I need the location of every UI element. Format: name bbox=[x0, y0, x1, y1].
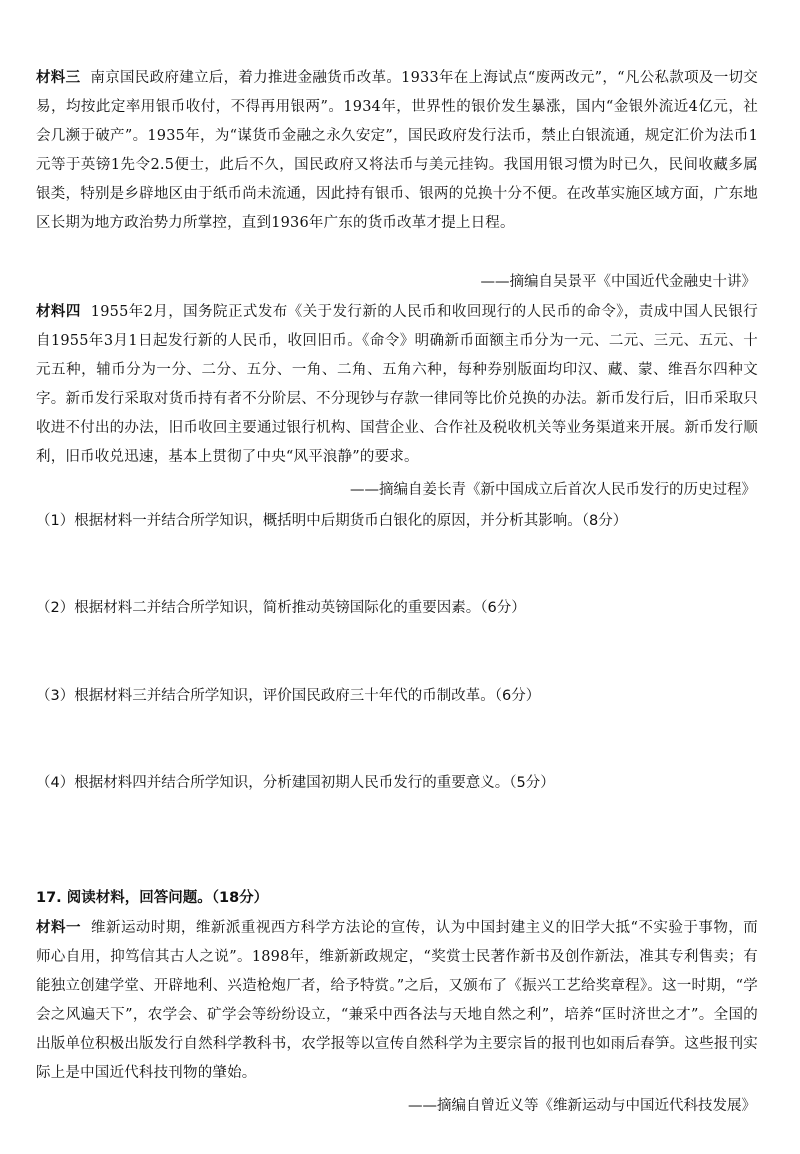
q17-material-1-paragraph bbox=[36, 914, 758, 1088]
question-2: （2）根据材料二并结合所学知识，简析推动英镑国际化的重要因素。（6分） bbox=[36, 600, 526, 616]
question-17-heading: 17. 阅读材料，回答问题。（18分） bbox=[36, 890, 269, 906]
material-3-paragraph bbox=[36, 64, 758, 238]
question-4: （4）根据材料四并结合所学知识，分析建国初期人民币发行的重要意义。（5分） bbox=[36, 775, 555, 791]
material-4-paragraph bbox=[36, 298, 758, 472]
question-1: （1）根据材料一并结合所学知识，概括明中后期货币白银化的原因，并分析其影响。（8分） bbox=[36, 513, 628, 529]
material-4-source: ——摘编自姜长青《新中国成立后首次人民币发行的历史过程》 bbox=[350, 482, 756, 498]
material-3-text: 南京国民政府建立后，着力推进金融货币改革。1933年在上海试点“废两改元”，“凡公私款项及一切交易，均按此定率用银币收付，不得再用银两”。1934年，世界性的银价发生暴涨，国内“金银外流近4亿元，社会几濒于破产”。1935年，为“谋货币金融之永久安定”，国民政府发行法币，禁止白银流通，规定汇价为法币1元等于英镑1先令2.5便士，此后不久，国民政府又将法币与美元挂钩。我国用银习惯为时已久，民间收藏多属银类，特别是乡辟地区由于纸币尚未流通，因此持有银币、银两的兑换十分不便。在改革实施区域方面，广东地区长期为地方政治势力所掌控，直到1936年广东的货币改革才提上日程。 bbox=[36, 70, 758, 231]
question-3: （3）根据材料三并结合所学知识，评价国民政府三十年代的币制改革。（6分） bbox=[36, 688, 541, 704]
material-4-label: 材料四 bbox=[36, 304, 81, 320]
material-3-source: ——摘编自吴景平《中国近代金融史十讲》 bbox=[480, 274, 756, 290]
material-4-text: 1955年2月，国务院正式发布《关于发行新的人民币和收回现行的人民币的命令》，责成中国人民银行自1955年3月1日起发行新的人民币，收回旧币。《命令》明确新币面额主币分为一元、二元、三元、五元、十元五种，辅币分为一分、二分、五分、一角、二角、五角六种，每种券别版面均印汉、藏、蒙、维吾尔四种文字。新币发行采取对货币持有者不分阶层、不分现钞与存款一律同等比价兑换的办法。新币发行后，旧币采取只收进不付出的办法，旧币收回主要通过银行机构、国营企业、合作社及税收机关等业务渠道来开展。新币发行顺利，旧币收兑迅速，基本上贯彻了中央“风平浪静”的要求。 bbox=[36, 304, 758, 465]
q17-material-1-source: ——摘编自曾近义等《维新运动与中国近代科技发展》 bbox=[408, 1098, 756, 1114]
q17-material-1-label: 材料一 bbox=[36, 920, 81, 936]
material-3-label: 材料三 bbox=[36, 70, 81, 86]
q17-material-1-text: 维新运动时期，维新派重视西方科学方法论的宣传，认为中国封建主义的旧学大抵“不实验于事物，而师心自用，抑笃信其古人之说”。1898年，维新新政规定，“奖赏士民著作新书及创作新法，准其专利售卖；有能独立创建学堂、开辟地利、兴造枪炮厂者，给予特赏。”之后，又颁布了《振兴工艺给奖章程》。这一时期，“学会之风遍天下”，农学会、矿学会等纷纷设立，“兼采中西各法与天地自然之利”，培养“匡时济世之才”。全国的出版单位积极出版发行自然科学教科书，农学报等以宣传自然科学为主要宗旨的报刊也如雨后春笋。这些报刊实际上是中国近代科技刊物的肇始。 bbox=[36, 920, 758, 1081]
